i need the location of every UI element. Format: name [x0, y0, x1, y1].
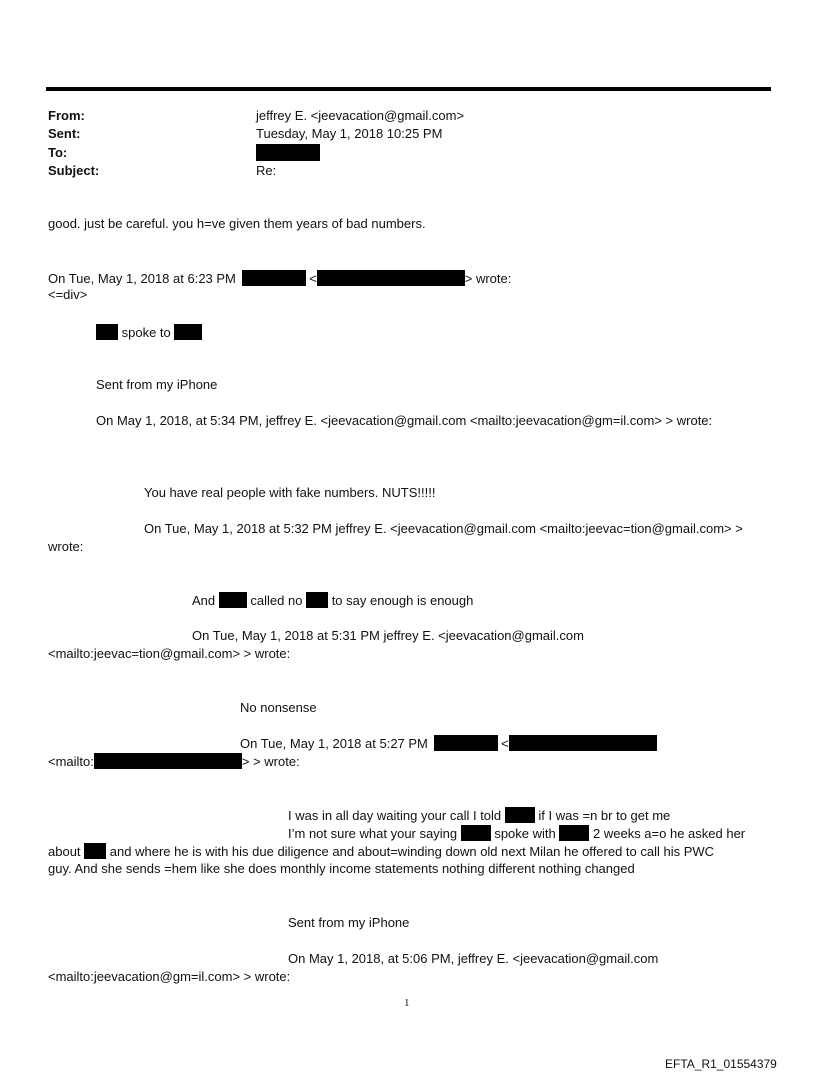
real-people-text: You have real people with fake numbers. NUTS!!!!!: [144, 485, 436, 500]
redaction-box: [559, 825, 589, 841]
quote-header-6: On May 1, 2018, at 5:06 PM, jeffrey E. <jeevacation@gmail.com: [288, 951, 659, 966]
reply-text: good. just be careful. you h=ve given them years of bad numbers.: [48, 216, 426, 231]
quote-header-5: On Tue, May 1, 2018 at 5:27 PM <: [240, 735, 657, 752]
to-value: [256, 144, 320, 162]
no-nonsense-text: No nonsense: [240, 700, 317, 715]
header-rule: [46, 87, 771, 91]
redaction-box: [174, 324, 202, 340]
redaction-box: [505, 807, 535, 823]
redaction-box: [219, 592, 247, 608]
to-label: To:: [48, 145, 68, 160]
from-value: jeffrey E. <jeevacation@gmail.com>: [256, 108, 465, 123]
sent-from-iphone-1: Sent from my iPhone: [96, 377, 218, 392]
redaction-box: [94, 753, 242, 769]
message-line-1: I was in all day waiting your call I told if I was =n br to get me: [288, 808, 671, 823]
spoke-to-line: spoke to: [96, 324, 202, 341]
quote-header-3-wrap: wrote:: [48, 539, 84, 554]
sent-from-iphone-2: Sent from my iPhone: [288, 915, 410, 930]
redaction-box: [96, 324, 118, 340]
redaction-box: [84, 843, 106, 859]
redaction-box: [461, 825, 491, 841]
message-line-2: I’m not sure what your saying spoke with 2 weeks a=o he asked her: [288, 826, 746, 841]
from-label: From:: [48, 108, 85, 123]
div-tag-text: <=div>: [48, 287, 88, 302]
and-called-line: And called no to say enough is enough: [192, 593, 474, 608]
quote-header-1: On Tue, May 1, 2018 at 6:23 PM < > wrote:: [48, 271, 512, 286]
redaction-box: [317, 270, 465, 286]
redaction-box: [256, 144, 320, 161]
document-id: EFTA_R1_01554379: [665, 1057, 777, 1071]
redaction-box: [306, 592, 328, 608]
subject-label: Subject:: [48, 163, 100, 178]
sent-label: Sent:: [48, 126, 81, 141]
redaction-box: [509, 735, 657, 751]
quote-header-6-wrap: <mailto:jeevacation@gm=il.com> > wrote:: [48, 969, 291, 984]
message-line-4: guy. And she sends =hem like she does monthly income statements nothing different nothing changed: [48, 861, 635, 876]
subject-value: Re:: [256, 163, 277, 178]
page-number: 1: [404, 997, 410, 1009]
redaction-box: [242, 270, 306, 286]
message-line-3: about and where he is with his due diligence and about=winding down old next Milan he offered to call his PWC: [48, 844, 715, 859]
sent-value: Tuesday, May 1, 2018 10:25 PM: [256, 126, 443, 141]
redaction-box: [434, 735, 498, 751]
quote-header-5-wrap: <mailto: > > wrote:: [48, 754, 300, 769]
quote-header-4: On Tue, May 1, 2018 at 5:31 PM jeffrey E. <jeevacation@gmail.com: [192, 628, 584, 643]
quote-header-4-wrap: <mailto:jeevac=tion@gmail.com> > wrote:: [48, 646, 291, 661]
quote-header-3: On Tue, May 1, 2018 at 5:32 PM jeffrey E. <jeevacation@gmail.com <mailto:jeevac=tion@gmail.com> >: [144, 521, 743, 536]
quote-header-2: On May 1, 2018, at 5:34 PM, jeffrey E. <jeevacation@gmail.com <mailto:jeevacation@gm=il.com> > wrote:: [96, 413, 713, 428]
